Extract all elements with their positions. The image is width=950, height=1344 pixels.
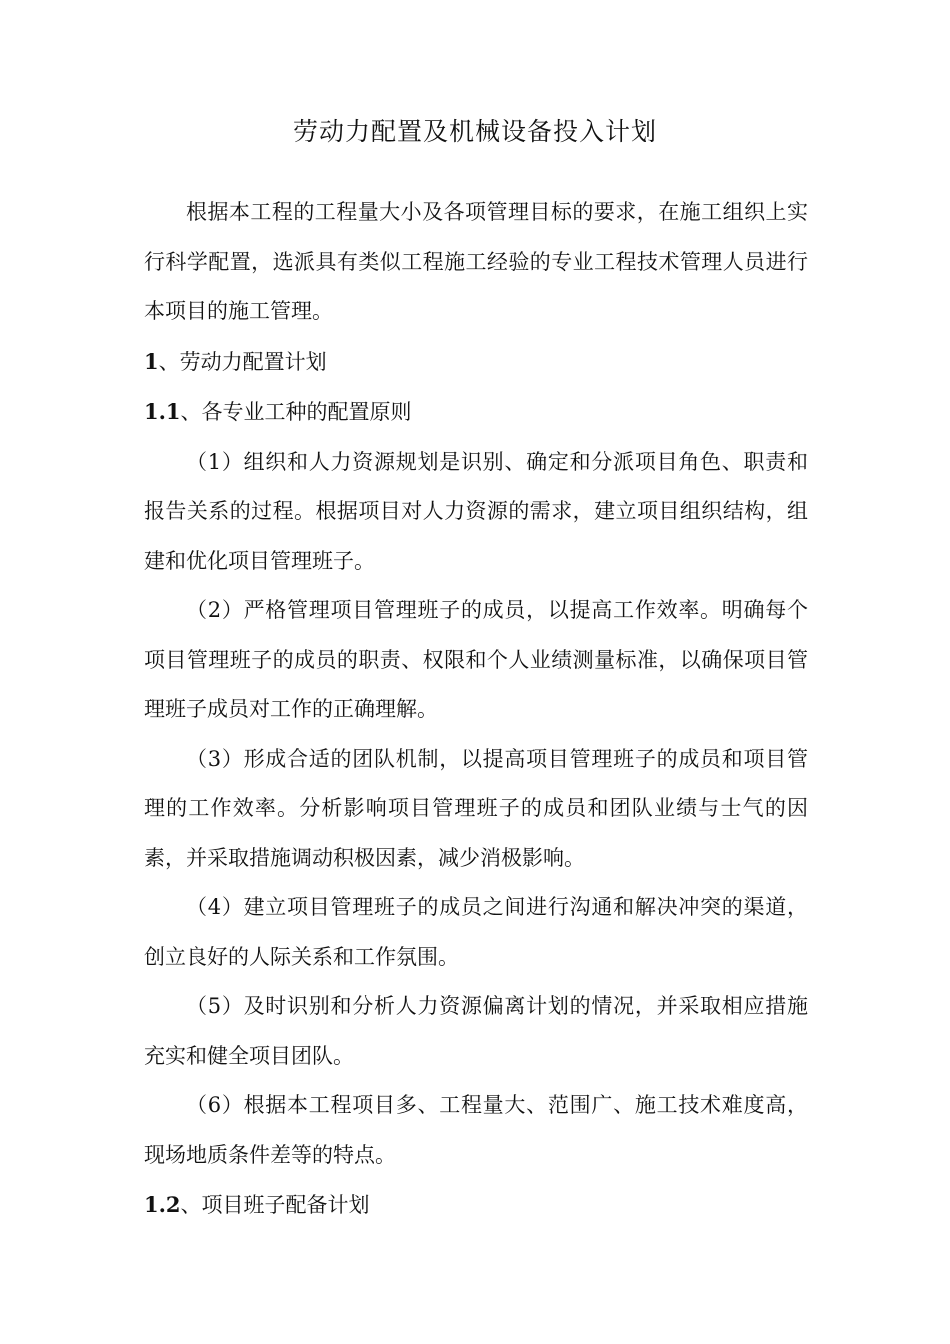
principle-item-3: （3）形成合适的团队机制，以提高项目管理班子的成员和项目管理的工作效率。分析影响项目管理班子的成员和团队业绩与士气的因素，并采取措施调动积极因素，减少消极影响。 [144, 746, 808, 870]
principle-item-4: （4）建立项目管理班子的成员之间进行沟通和解决冲突的渠道，创立良好的人际关系和工作氛围。 [144, 895, 808, 969]
document-body [144, 188, 808, 1231]
document-title: 劳动力配置及机械设备投入计划 [292, 117, 657, 146]
section-number: 1 [144, 348, 159, 374]
section-heading-1-1 [144, 387, 808, 438]
principle-item-2: （2）严格管理项目管理班子的成员，以提高工作效率。明确每个项目管理班子的成员的职责、权限和个人业绩测量标准，以确保项目管理班子成员对工作的正确理解。 [144, 598, 808, 721]
intro-paragraph: 根据本工程的工程量大小及各项管理目标的要求，在施工组织上实行科学配置，选派具有类似工程施工经验的专业工程技术管理人员进行本项目的施工管理。 [144, 200, 808, 323]
section-title: 、各专业工种的配置原则 [180, 400, 412, 424]
section-heading-1-2 [144, 1180, 808, 1231]
section-number: 1.2 [144, 1192, 181, 1217]
section-heading-1 [144, 337, 808, 388]
principle-item-5: （5）及时识别和分析人力资源偏离计划的情况，并采取相应措施充实和健全项目团队。 [144, 994, 808, 1068]
principle-item-6: （6）根据本工程项目多、工程量大、范围广、施工技术难度高，现场地质条件差等的特点。 [144, 1093, 808, 1167]
principle-item-1: （1）组织和人力资源规划是识别、确定和分派项目角色、职责和报告关系的过程。根据项目对人力资源的需求，建立项目组织结构，组建和优化项目管理班子。 [144, 449, 808, 573]
section-title: 、项目班子配备计划 [180, 1193, 370, 1217]
section-title: 、劳动力配置计划 [158, 349, 327, 374]
section-number: 1.1 [144, 399, 181, 424]
